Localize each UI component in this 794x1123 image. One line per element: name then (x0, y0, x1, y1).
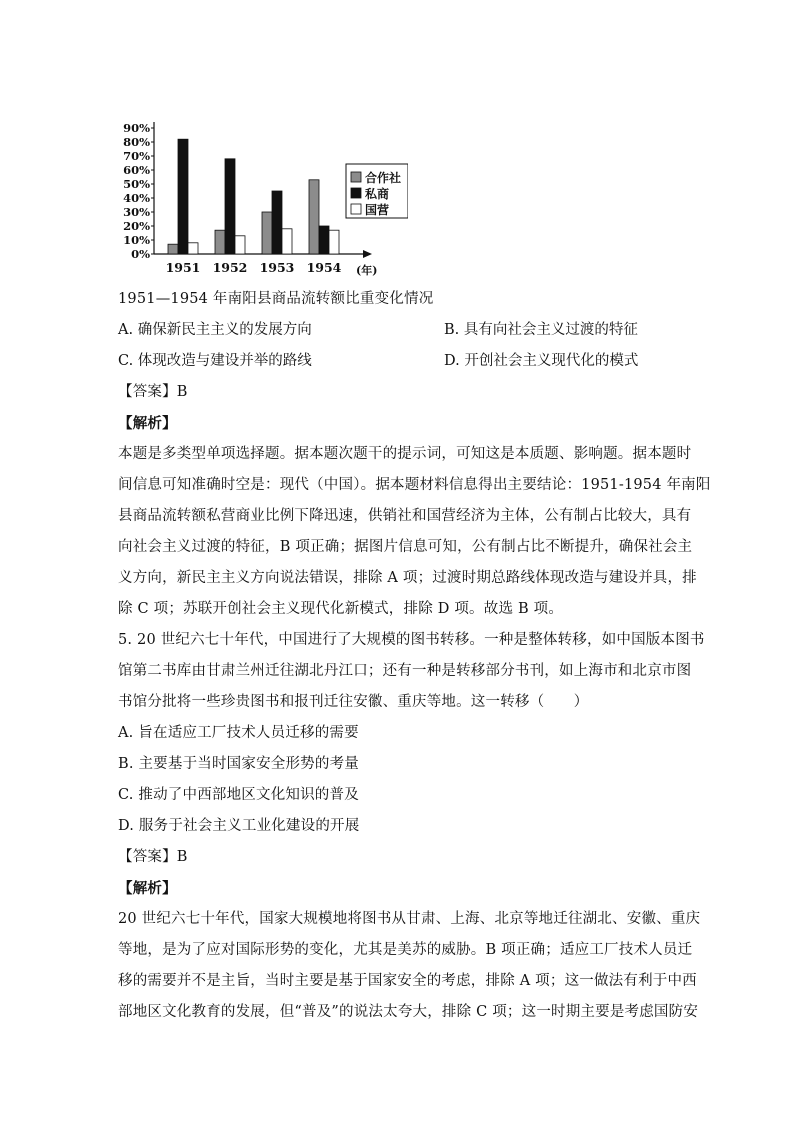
q4-analysis-line: 向社会主义过渡的特征，B 项正确；据图片信息可知，公有制占比不断提升，确保社会主 (118, 539, 693, 555)
bar (215, 230, 225, 254)
q4-analysis-label: 【解析】 (118, 415, 177, 432)
q5-analysis-line: 等地，是为了应对国际形势的变化，尤其是美苏的威胁。B 项正确；适应工厂技术人员迁 (118, 942, 693, 958)
y-tick-label: 80% (123, 135, 150, 149)
q4-analysis-line: 本题是多类型单项选择题。据本题次题干的提示词，可知这是本质题、影响题。据本题时 (118, 446, 692, 462)
q4-option-a: A. 确保新民主主义的发展方向 (118, 322, 312, 338)
q4-analysis-line: 县商品流转额私营商业比例下降迅速，供销社和国营经济为主体，公有制占比较大，具有 (118, 508, 692, 524)
bar (272, 191, 282, 254)
y-tick-label: 0% (131, 247, 150, 261)
q5-stem-line: 书馆分批将一些珍贵图书和报刊迁往安徽、重庆等地。这一转移（ ） (118, 694, 589, 710)
q5-answer: 【答案】B (118, 849, 188, 865)
legend-swatch (351, 172, 361, 182)
x-axis-arrow (363, 250, 372, 258)
y-tick-label: 40% (123, 191, 150, 205)
x-tick-label: 1952 (212, 260, 248, 275)
q5-analysis-label: 【解析】 (118, 880, 177, 897)
y-tick-label: 50% (123, 177, 150, 191)
y-tick-label: 70% (123, 149, 150, 163)
q5-option-b: B. 主要基于当时国家安全形势的考量 (118, 756, 359, 772)
bar-chart (108, 112, 408, 282)
q5-stem-line: 5. 20 世纪六七十年代，中国进行了大规模的图书转移。一种是整体转移，如中国版本图书 (118, 632, 705, 648)
chart-caption: 1951—1954 年南阳县商品流转额比重变化情况 (118, 291, 434, 307)
bar (235, 236, 245, 254)
q4-analysis-line: 义方向，新民主主义方向说法错误，排除 A 项；过渡时期总路线体现改造与建设并具，排 (118, 570, 697, 586)
x-axis-unit: (年) (356, 264, 378, 277)
q4-option-b: B. 具有向社会主义过渡的特征 (444, 322, 638, 338)
q5-option-c: C. 推动了中西部地区文化知识的普及 (118, 787, 359, 803)
q4-analysis-line: 除 C 项；苏联开创社会主义现代化新模式，排除 D 项。故选 B 项。 (118, 601, 564, 617)
legend-swatch (351, 188, 361, 198)
y-tick-label: 10% (123, 233, 150, 247)
q4-option-c: C. 体现改造与建设并举的路线 (118, 353, 312, 369)
q4-analysis-line: 间信息可知准确时空是：现代（中国）。据本题材料信息得出主要结论：1951-1954 年南阳 (118, 477, 711, 493)
y-tick-label: 30% (123, 205, 150, 219)
q5-option-d: D. 服务于社会主义工业化建设的开展 (118, 818, 360, 834)
bar (319, 226, 329, 254)
legend-swatch (351, 204, 361, 214)
q4-option-d: D. 开创社会主义现代化的模式 (444, 353, 639, 369)
y-tick-label: 60% (123, 163, 150, 177)
q5-analysis-line: 20 世纪六七十年代，国家大规模地将图书从甘肃、上海、北京等地迁往湖北、安徽、重庆 (118, 911, 701, 927)
bar (188, 243, 198, 254)
bar (329, 230, 339, 254)
q4-answer: 【答案】B (118, 384, 188, 400)
bar (225, 159, 235, 254)
x-tick-label: 1951 (165, 260, 201, 275)
legend-label: 国营 (365, 203, 390, 217)
bar (178, 139, 188, 254)
x-tick-label: 1954 (306, 260, 342, 275)
bar (168, 244, 178, 254)
y-tick-label: 90% (123, 121, 150, 135)
legend-label: 私商 (365, 187, 390, 201)
legend-label: 合作社 (365, 171, 402, 185)
q5-analysis-line: 部地区文化教育的发展，但“普及”的说法太夸大，排除 C 项；这一时期主要是考虑国防安 (118, 1004, 699, 1020)
q5-option-a: A. 旨在适应工厂技术人员迁移的需要 (118, 725, 359, 741)
bar (282, 229, 292, 254)
q5-stem-line: 馆第二书库由甘肃兰州迁往湖北丹江口；还有一种是转移部分书刊，如上海市和北京市图 (118, 663, 692, 679)
q5-analysis-line: 移的需要并不是主旨，当时主要是基于国家安全的考虑，排除 A 项；这一做法有利于中西 (118, 973, 697, 989)
bar (309, 180, 319, 254)
bar (262, 212, 272, 254)
x-tick-label: 1953 (259, 260, 295, 275)
y-tick-label: 20% (123, 219, 150, 233)
